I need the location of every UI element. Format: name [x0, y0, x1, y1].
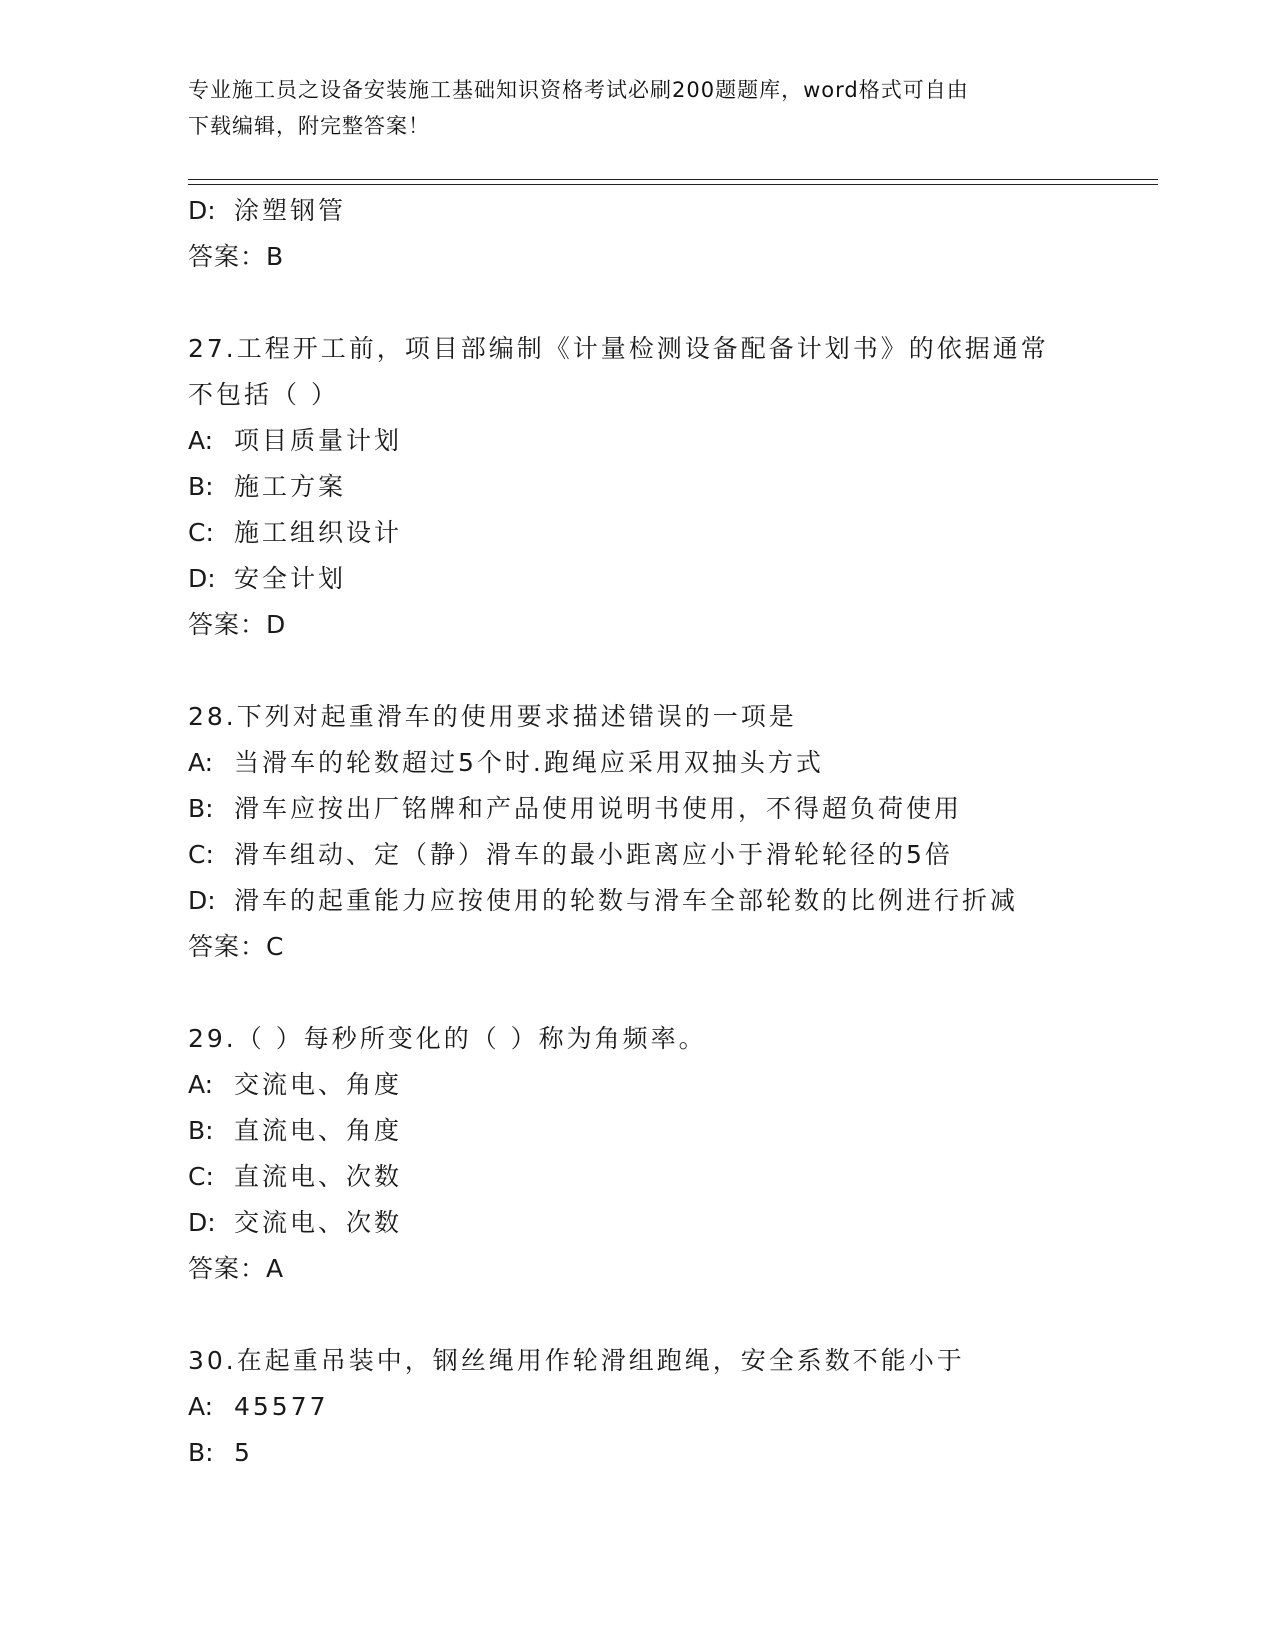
- option-b: [188, 464, 1188, 510]
- option-key: B:: [188, 794, 214, 823]
- option-key: C:: [188, 518, 214, 547]
- option-key: D:: [188, 564, 216, 593]
- question-stem: 30.在起重吊装中，钢丝绳用作轮滑组跑绳，安全系数不能小于: [188, 1346, 965, 1375]
- option-text: 滑车组动、定（静）滑车的最小距离应小于滑轮轮径的5倍: [234, 840, 953, 869]
- spacer: [188, 280, 1188, 326]
- option-d: [188, 188, 1188, 234]
- header-divider-top: [188, 179, 1158, 180]
- question-stem: 28.下列对起重滑车的使用要求描述错误的一项是: [188, 702, 797, 731]
- option-text: 当滑车的轮数超过5个时.跑绳应采用双抽头方式: [234, 748, 824, 777]
- spacer: [188, 1292, 1188, 1338]
- option-key: C:: [188, 1162, 214, 1191]
- answer-line: 答案：B: [188, 242, 285, 271]
- option-text: 施工方案: [234, 472, 347, 501]
- option-b: [188, 1108, 1188, 1154]
- question-list: [188, 188, 1188, 1476]
- header-divider-bottom: [188, 184, 1158, 185]
- question-stem: 29.（ ）每秒所变化的（ ）称为角频率。: [188, 1024, 707, 1053]
- option-a: [188, 740, 1188, 786]
- option-text: 滑车的起重能力应按使用的轮数与滑车全部轮数的比例进行折减: [234, 886, 1019, 915]
- answer-line: 答案：D: [188, 610, 287, 639]
- option-key: D:: [188, 1208, 216, 1237]
- document-header: [188, 72, 1088, 144]
- option-key: D:: [188, 886, 216, 915]
- option-a: [188, 1384, 1188, 1430]
- option-key: A:: [188, 748, 214, 777]
- option-a: [188, 418, 1188, 464]
- option-text: 直流电、次数: [234, 1162, 403, 1191]
- option-text: 安全计划: [234, 564, 347, 593]
- option-key: B:: [188, 1116, 214, 1145]
- option-text: 施工组织设计: [234, 518, 403, 547]
- option-text: 5: [234, 1438, 253, 1467]
- option-text: 交流电、次数: [234, 1208, 403, 1237]
- spacer: [188, 970, 1188, 1016]
- option-key: C:: [188, 840, 214, 869]
- option-d: [188, 556, 1188, 602]
- header-line-2: 下载编辑，附完整答案！: [188, 114, 430, 138]
- option-text: 45577: [234, 1392, 329, 1421]
- option-key: B:: [188, 1438, 214, 1467]
- question-stem-continued: 不包括（ ）: [188, 380, 339, 409]
- option-key: A:: [188, 1070, 214, 1099]
- option-b: [188, 1430, 1188, 1476]
- question-stem: 27.工程开工前，项目部编制《计量检测设备配备计划书》的依据通常: [188, 334, 1049, 363]
- option-text: 直流电、角度: [234, 1116, 403, 1145]
- option-text: 滑车应按出厂铭牌和产品使用说明书使用，不得超负荷使用: [234, 794, 963, 823]
- option-d: [188, 1200, 1188, 1246]
- option-a: [188, 1062, 1188, 1108]
- spacer: [188, 648, 1188, 694]
- option-text: 涂塑钢管: [234, 196, 347, 225]
- option-c: [188, 832, 1188, 878]
- option-c: [188, 1154, 1188, 1200]
- option-c: [188, 510, 1188, 556]
- option-b: [188, 786, 1188, 832]
- option-text: 交流电、角度: [234, 1070, 403, 1099]
- option-key: B:: [188, 472, 214, 501]
- option-text: 项目质量计划: [234, 426, 403, 455]
- header-line-1: 专业施工员之设备安装施工基础知识资格考试必刷200题题库，word格式可自由: [188, 78, 969, 102]
- option-key: A:: [188, 1392, 214, 1421]
- option-key: D:: [188, 196, 216, 225]
- option-d: [188, 878, 1188, 924]
- option-key: A:: [188, 426, 214, 455]
- answer-line: 答案：C: [188, 932, 285, 961]
- answer-line: 答案：A: [188, 1254, 285, 1283]
